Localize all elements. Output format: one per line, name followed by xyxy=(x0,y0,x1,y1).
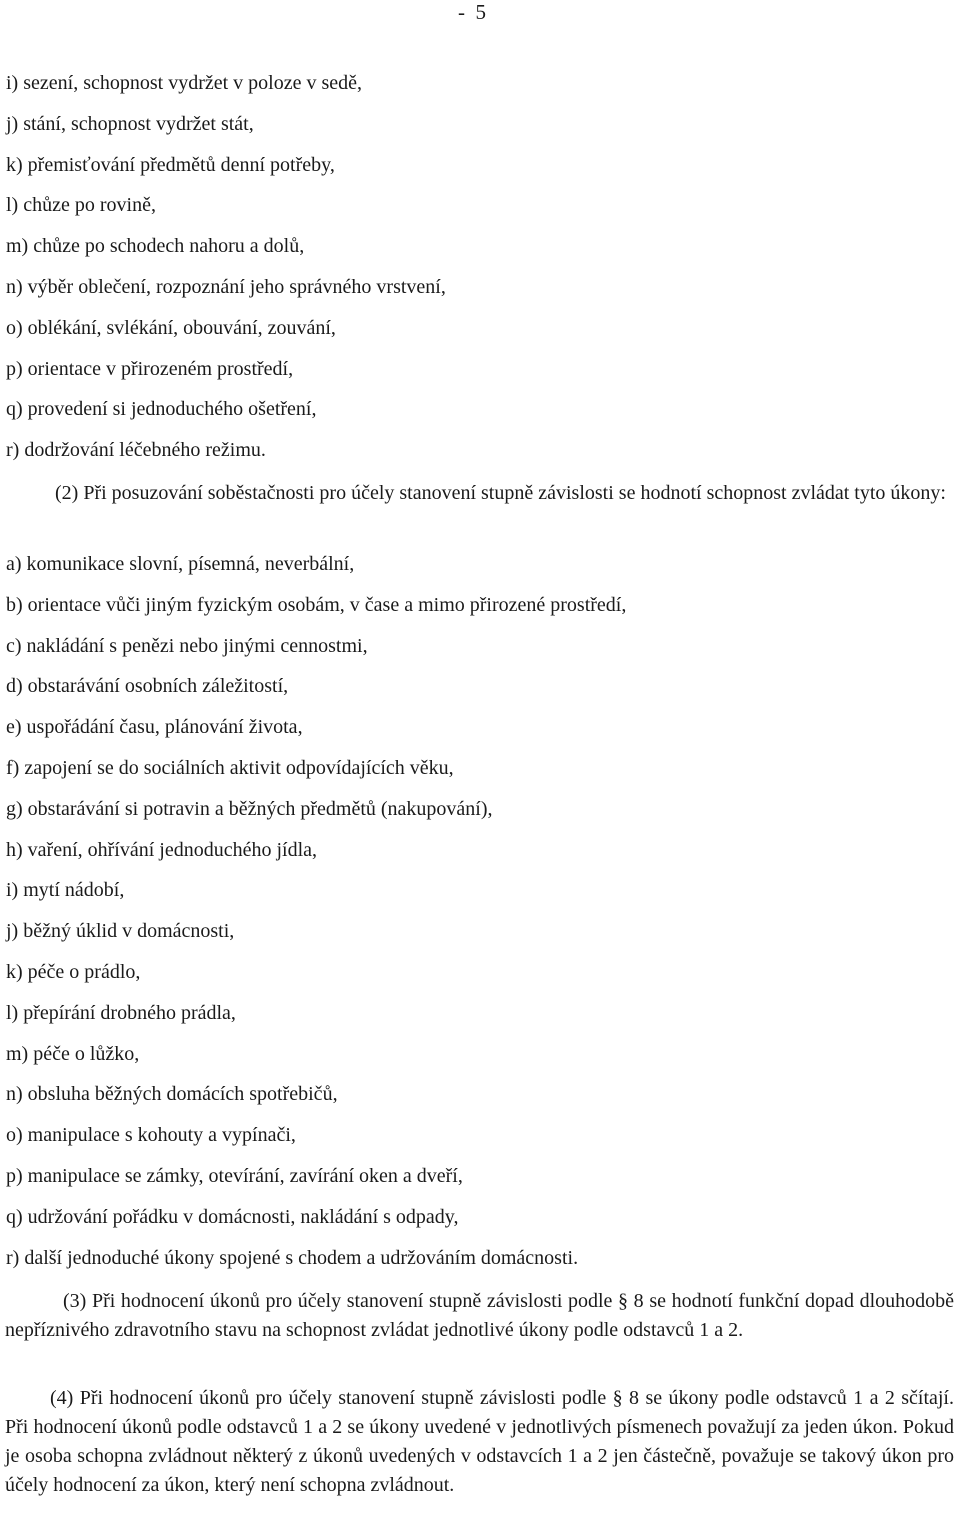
paragraph-4-text: (4) Při hodnocení úkonů pro účely stanovení stupně závislosti podle § 8 se úkony podle odstavců 1 a 2 sčítají. Při hodnocení úkonů podle odstavců 1 a 2 se úkony uvedené v jednotlivých písmenech považují za jeden úkon. Pokud je osoba schopna zvládnout některý z úkonů uvedených v odstavcích 1 a 2 jen částečně, považuje se takový úkon pro účely hodnocení za úkon, který není schopna zvládnout. xyxy=(5,1387,954,1496)
activity-list-paragraph-2 xyxy=(6,544,626,1278)
list-item: m) chůze po schodech nahoru a dolů, xyxy=(6,235,305,258)
activity-list-paragraph-1 xyxy=(6,63,446,471)
paragraph-3 xyxy=(5,1287,954,1345)
list-item: p) manipulace se zámky, otevírání, zavírání oken a dveří, xyxy=(6,1164,463,1187)
list-item: o) manipulace s kohouty a vypínači, xyxy=(6,1124,296,1147)
page-number: - 5 xyxy=(458,0,486,24)
list-item: c) nakládání s penězi nebo jinými cennostmi, xyxy=(6,634,368,657)
list-item: n) výběr oblečení, rozpoznání jeho správného vrstvení, xyxy=(6,275,446,298)
list-item: q) udržování pořádku v domácnosti, nakládání s odpady, xyxy=(6,1205,459,1228)
list-item: e) uspořádání času, plánování života, xyxy=(6,716,303,739)
list-item: q) provedení si jednoduchého ošetření, xyxy=(6,398,317,421)
list-item: d) obstarávání osobních záležitostí, xyxy=(6,675,289,698)
list-item: i) sezení, schopnost vydržet v poloze v sedě, xyxy=(6,72,363,94)
list-item: g) obstarávání si potravin a běžných předmětů (nakupování), xyxy=(6,797,493,820)
list-item: p) orientace v přirozeném prostředí, xyxy=(6,357,294,380)
paragraph-2 xyxy=(5,479,954,508)
list-item: b) orientace vůči jiným fyzickým osobám, v čase a mimo přirozené prostředí, xyxy=(6,593,627,616)
list-item: l) přepírání drobného prádla, xyxy=(6,1001,236,1024)
list-item: o) oblékání, svlékání, obouvání, zouvání, xyxy=(6,316,336,339)
list-item: l) chůze po rovině, xyxy=(6,194,156,217)
list-item: k) péče o prádlo, xyxy=(6,960,141,983)
paragraph-4 xyxy=(5,1384,954,1500)
list-item: i) mytí nádobí, xyxy=(6,879,125,902)
list-item: r) další jednoduché úkony spojené s chodem a udržováním domácnosti. xyxy=(6,1246,579,1269)
paragraph-2-text: (2) Při posuzování soběstačnosti pro účely stanovení stupně závislosti se hodnotí schopnost zvládat tyto úkony: xyxy=(55,482,946,504)
list-item: n) obsluha běžných domácích spotřebičů, xyxy=(6,1083,338,1106)
list-item: f) zapojení se do sociálních aktivit odpovídajících věku, xyxy=(6,756,454,779)
list-item: j) běžný úklid v domácnosti, xyxy=(6,920,235,943)
paragraph-3-text: (3) Při hodnocení úkonů pro účely stanovení stupně závislosti podle § 8 se hodnotí funkční dopad dlouhodobě nepříznivého zdravotního stavu na schopnost zvládat jednotlivé úkony podle odstavců 1 a 2. xyxy=(5,1290,954,1341)
list-item: k) přemisťování předmětů denní potřeby, xyxy=(6,153,335,176)
list-item: m) péče o lůžko, xyxy=(6,1042,140,1065)
list-item: r) dodržování léčebného režimu. xyxy=(6,439,266,462)
list-item: h) vaření, ohřívání jednoduchého jídla, xyxy=(6,838,318,861)
list-item: j) stání, schopnost vydržet stát, xyxy=(6,112,254,135)
list-item: a) komunikace slovní, písemná, neverbální, xyxy=(6,553,355,575)
